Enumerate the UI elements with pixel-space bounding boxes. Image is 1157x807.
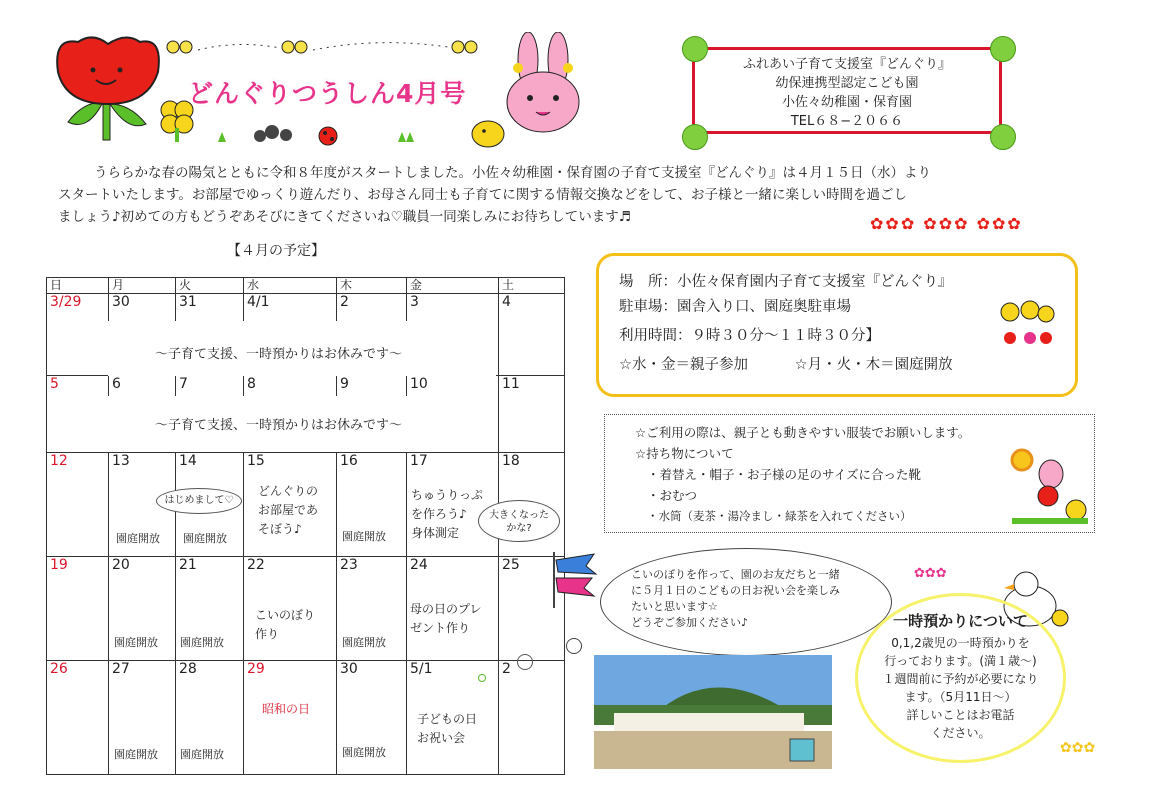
day-cell: 11	[499, 376, 565, 453]
day-cell: 18	[499, 453, 565, 557]
apr15-event: どんぐりの お部屋であ そぼう♪	[258, 484, 319, 536]
hours-line: 利用時間：９時３０分〜１１時３０分】	[619, 328, 880, 344]
garden-open-label: 園庭開放	[342, 636, 386, 649]
corner-dot	[990, 36, 1016, 62]
intro-line: スタートいたします。お部屋でゆっくり遊んだり、お母さん同士も子育てに関する情報交換などをして、お子様と一緒に楽しい時間を過ごし	[58, 187, 908, 203]
ladybug-icon	[319, 127, 337, 145]
cloud-line: こいのぼりを作って、園のお友だちと一緒	[631, 568, 840, 581]
intro-line: うららかな春の陽気とともに令和８年度がスタートしました。小佐々幼稚園・保育園の子育て支援室『どんぐり』は４月１５日（水）より	[94, 165, 931, 181]
weekday-header: 日	[47, 278, 109, 294]
newsletter-title: どんぐりつうしん4月号	[188, 79, 467, 108]
apr17-event: ちゅうりっぷ を作ろう♪ 身体測定	[411, 488, 484, 540]
day-cell: 28	[176, 661, 244, 775]
chick-icon	[472, 121, 504, 147]
parking-line: 駐車場：園舎入り口、園庭奥駐車場	[619, 299, 851, 315]
day-cell: 30	[337, 661, 407, 775]
info-line: 幼保連携型認定こども園	[775, 76, 919, 91]
day-cell: 9	[337, 376, 407, 453]
ookiku-bubble: 大きくなった かな?	[478, 500, 560, 542]
day-cell: 4	[499, 294, 565, 376]
care-line: ください。	[930, 726, 991, 740]
day-cell: 21	[176, 557, 244, 661]
day-cell: 14	[176, 453, 244, 557]
nursery-photo	[594, 655, 832, 769]
note-line: ☆ご利用の際は、親子とも動きやすい服装でお願いします。	[635, 425, 971, 440]
day-cell: 10	[407, 376, 499, 453]
apr22-event: こいのぼり 作り	[255, 608, 316, 641]
small-tulips-icon: ✿✿✿	[914, 566, 947, 581]
garden-open-label: 園庭開放	[180, 636, 224, 649]
ant-icon	[254, 125, 292, 142]
day-cell: 19	[47, 557, 109, 661]
rabbit-icon	[507, 32, 579, 132]
closed-note: 〜子育て支援、一時預かりはお休みです〜	[155, 418, 403, 433]
garden-open-label: 園庭開放	[114, 636, 158, 649]
day-cell: 5/1	[407, 661, 499, 775]
note-line: ・着替え・帽子・お子様の足のサイズに合った靴	[647, 467, 922, 482]
info-line: 小佐々幼稚園・保育園	[781, 95, 912, 110]
garden-open-label: 園庭開放	[180, 748, 224, 761]
corner-dot	[682, 124, 708, 150]
day-cell: 15	[244, 453, 337, 557]
day-cell: 6	[109, 376, 176, 453]
day-cell: 16	[337, 453, 407, 557]
care-line: １週間前に予約が必要になり	[882, 672, 1039, 686]
day-cell: 24	[407, 557, 499, 661]
weekday-header: 水	[244, 278, 337, 294]
day-cell: 7	[176, 376, 244, 453]
note-line: ・おむつ	[647, 488, 698, 503]
garden-open-label: 園庭開放	[116, 532, 160, 545]
day-cell: 25	[499, 557, 565, 661]
location-line: 場 所：小佐々保育園内子育て支援室『どんぐり』	[619, 274, 953, 290]
intro-line: ましょう♪初めての方もどうぞあそびにきてくださいね♡職員一同楽しみにお待ちしています♬	[58, 209, 631, 225]
day-cell: 31	[176, 294, 244, 376]
small-tulips-icon: ✿✿✿	[1060, 740, 1096, 756]
tulip-icon	[57, 37, 159, 140]
day-cell: 23	[337, 557, 407, 661]
garden-open-label: 園庭開放	[342, 746, 386, 759]
care-line: 行っております。(満１歳〜)	[884, 654, 1037, 668]
hajimemashite-bubble: はじめまして♡	[156, 488, 242, 514]
corner-dot	[682, 36, 708, 62]
day-cell: 26	[47, 661, 109, 775]
day-cell: 2	[499, 661, 565, 775]
day-cell: 17	[407, 453, 499, 557]
corner-dot	[990, 124, 1016, 150]
bee-kids-icon	[996, 294, 1058, 348]
weekday-header: 土	[499, 278, 565, 294]
days-garden: ☆月・火・木＝園庭開放	[794, 357, 953, 373]
grass-icons	[218, 132, 414, 142]
day-cell: 2	[337, 294, 407, 376]
temporary-care-heading: 一時預かりについて	[893, 612, 1028, 630]
day-cell: 8	[244, 376, 337, 453]
nursery-info-box	[692, 47, 1002, 134]
care-line: ます。（5月11日〜）	[904, 690, 1017, 704]
temporary-care-info	[855, 593, 1066, 763]
weekday-header: 金	[407, 278, 499, 294]
care-line: 0,1,2歳児の一時預かりを	[891, 636, 1030, 650]
day-cell: 13	[109, 453, 176, 557]
day-cell: 3/29	[47, 294, 109, 376]
sun-rabbit-icon	[1006, 444, 1094, 528]
cloud-line: たいと思います☆	[631, 600, 718, 613]
tulip-row-icon: ✿✿✿ ✿✿✿ ✿✿✿	[870, 214, 1023, 233]
cloud-line: どうぞご参加ください♪	[631, 616, 749, 629]
garden-open-label: 園庭開放	[114, 748, 158, 761]
day-cell: 4/1	[244, 294, 337, 376]
may1-event: 子どもの日 お祝い会	[417, 712, 478, 745]
day-cell: 27	[109, 661, 176, 775]
garden-open-label: 園庭開放	[342, 530, 386, 543]
dotted-path	[198, 43, 448, 50]
day-cell: 3	[407, 294, 499, 376]
care-line: 詳しいことはお電話	[906, 708, 1015, 722]
event-cloud	[600, 548, 892, 656]
weekday-header: 木	[337, 278, 407, 294]
days-parent: ☆水・金＝親子参加	[619, 357, 748, 373]
info-phone: TEL６８−２０６６	[790, 114, 904, 129]
closed-note: 〜子育て支援、一時預かりはお休みです〜	[155, 347, 403, 362]
day-cell: 20	[109, 557, 176, 661]
cloud-line: に５月１日のこどもの日お祝い会を楽しみ	[631, 584, 840, 597]
day-cell: 5	[47, 376, 109, 453]
info-line: ふれあい子育て支援室『どんぐり』	[742, 57, 951, 72]
showa-day: 昭和の日	[262, 702, 311, 716]
schedule-title: 【４月の予定】	[227, 243, 325, 259]
weekday-header: 月	[109, 278, 176, 294]
day-cell: 30	[109, 294, 176, 376]
day-cell: 29	[244, 661, 337, 775]
garden-open-label: 園庭開放	[183, 532, 227, 545]
apr24-event: 母の日のプレ ゼント作り	[410, 602, 482, 635]
note-line: ・水筒（麦茶・湯冷まし・緑茶を入れてください）	[647, 509, 912, 523]
note-line: ☆持ち物について	[635, 446, 734, 461]
koinobori-icon	[548, 548, 604, 610]
day-cell: 12	[47, 453, 109, 557]
weekday-header: 火	[176, 278, 244, 294]
day-cell: 22	[244, 557, 337, 661]
